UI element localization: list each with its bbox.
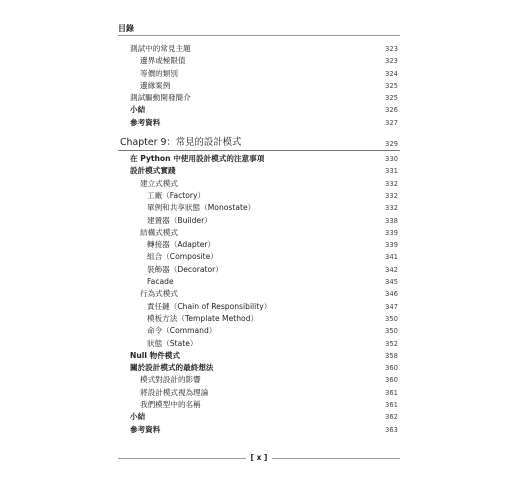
toc-entry: [118, 251, 400, 263]
toc-entry-title: 建立式模式: [140, 178, 178, 188]
toc-entry-title: Null 物件模式: [130, 350, 180, 360]
toc-entry-page: 346: [385, 290, 398, 299]
toc-entry: [118, 104, 400, 116]
toc-entry-page: 352: [385, 339, 398, 348]
toc-entry: [118, 374, 400, 386]
toc-entry: [118, 43, 400, 55]
toc-entry-title: 將設計模式視為理論: [140, 387, 209, 397]
toc-entry-title: 小結: [130, 412, 146, 422]
toc-entry-page: 325: [385, 94, 398, 103]
toc-entry: [118, 92, 400, 104]
toc-entry-page: 330: [385, 155, 398, 164]
toc-entry-page: 323: [385, 45, 398, 53]
table-of-contents: [118, 43, 400, 436]
toc-entry-title: 在 Python 中使用設計模式的注意事項: [130, 154, 265, 164]
toc-entry-title: 我們模型中的名稱: [140, 400, 201, 410]
toc-entry-title: 測試驅動開發簡介: [130, 93, 191, 103]
toc-entry-page: 331: [385, 167, 398, 176]
toc-entry-page: 361: [385, 401, 398, 410]
toc-entry: [118, 239, 400, 251]
toc-entry-title: 命令（Command）: [147, 326, 217, 336]
toc-entry-page: 341: [385, 253, 398, 262]
chapter-page: 329: [385, 140, 398, 149]
toc-entry-title: 單例和共享狀態（Monostate）: [147, 203, 256, 213]
footer-rule-left: [118, 458, 246, 459]
toc-entry: [118, 325, 400, 337]
toc-entry-title: 組合（Composite）: [147, 252, 218, 262]
toc-entry-page: 338: [385, 216, 398, 225]
toc-entry: [118, 387, 400, 399]
toc-entry-title: 設計模式實踐: [130, 166, 176, 176]
footer-rule-right: [272, 458, 400, 459]
toc-entry-title: 關於設計模式的最終想法: [130, 363, 214, 373]
toc-entry-title: 邊緣案例: [140, 80, 171, 90]
toc-entry-title: 等價的類別: [140, 68, 178, 78]
toc-entry-page: 332: [385, 179, 398, 188]
toc-entry-title: 模板方法（Template Method）: [147, 313, 259, 323]
toc-entry: [118, 165, 400, 177]
toc-entry-page: 332: [385, 204, 398, 213]
toc-entry: [118, 411, 400, 423]
toc-entry-page: 360: [385, 364, 398, 373]
toc-entry: [118, 288, 400, 300]
toc-entry: [118, 55, 400, 67]
toc-entry-page: 324: [385, 69, 398, 78]
header-rule: [118, 35, 400, 36]
toc-entry: [118, 276, 400, 288]
toc-entry: [118, 264, 400, 276]
toc-entry: [118, 399, 400, 411]
toc-entry: [118, 362, 400, 374]
toc-entry: [118, 202, 400, 214]
toc-entry-title: 小結: [130, 105, 146, 115]
toc-entry: [118, 178, 400, 190]
toc-entry-page: 347: [385, 302, 398, 311]
toc-entry: [118, 117, 400, 129]
toc-entry-title: 行為式模式: [140, 289, 178, 299]
toc-entry: [118, 227, 400, 239]
toc-entry-title: 狀態（State）: [147, 338, 198, 348]
page-number: [ x ]: [250, 453, 268, 462]
toc-entry: [118, 313, 400, 325]
toc-entry: [118, 350, 400, 362]
toc-entry: [118, 424, 400, 436]
toc-entry-title: 結構式模式: [140, 227, 178, 237]
running-header: 目錄: [118, 24, 134, 33]
chapter-heading: [118, 136, 400, 151]
toc-entry-page: 332: [385, 191, 398, 200]
toc-section-top: [118, 43, 400, 129]
toc-entry-title: 參考資料: [130, 424, 161, 434]
page-footer: [118, 451, 400, 465]
toc-entry-page: 323: [385, 57, 398, 66]
toc-entry: [118, 215, 400, 227]
toc-entry-title: 參考資料: [130, 117, 161, 127]
toc-entry-page: 363: [385, 425, 398, 434]
toc-entry-title: 建置器（Builder）: [147, 215, 212, 225]
toc-entry-title: 裝飾器（Decorator）: [147, 264, 223, 274]
toc-entry-page: 350: [385, 314, 398, 323]
toc-entry-page: 327: [385, 118, 398, 127]
toc-entry-title: 工廠（Factory）: [147, 190, 206, 200]
toc-entry-title: 邊界或極限值: [140, 56, 186, 66]
toc-entry-page: 342: [385, 265, 398, 274]
toc-entry: [118, 80, 400, 92]
toc-entry-page: 325: [385, 81, 398, 90]
toc-entry-page: 339: [385, 241, 398, 250]
toc-entry-title: 測試中的常見主題: [130, 44, 191, 53]
toc-entry-page: 350: [385, 327, 398, 336]
toc-entry-page: 345: [385, 278, 398, 287]
toc-section-bottom: [118, 153, 400, 436]
toc-entry-title: 責任鏈（Chain of Responsibility）: [147, 301, 272, 311]
toc-entry: [118, 301, 400, 313]
toc-entry: [118, 153, 400, 165]
toc-entry: [118, 68, 400, 80]
toc-entry-page: 326: [385, 106, 398, 115]
toc-entry-page: 360: [385, 376, 398, 385]
toc-entry-title: 轉接器（Adapter）: [147, 240, 216, 250]
section-gap: [118, 129, 400, 136]
toc-entry: [118, 338, 400, 350]
toc-entry-page: 361: [385, 388, 398, 397]
toc-entry-page: 358: [385, 351, 398, 360]
toc-entry-page: 362: [385, 413, 398, 422]
toc-entry-title: Facade: [147, 277, 174, 287]
chapter-title: Chapter 9：常見的設計模式: [120, 137, 242, 149]
toc-entry-title: 模式對設計的影響: [140, 375, 201, 385]
toc-entry: [118, 190, 400, 202]
toc-entry-page: 339: [385, 228, 398, 237]
